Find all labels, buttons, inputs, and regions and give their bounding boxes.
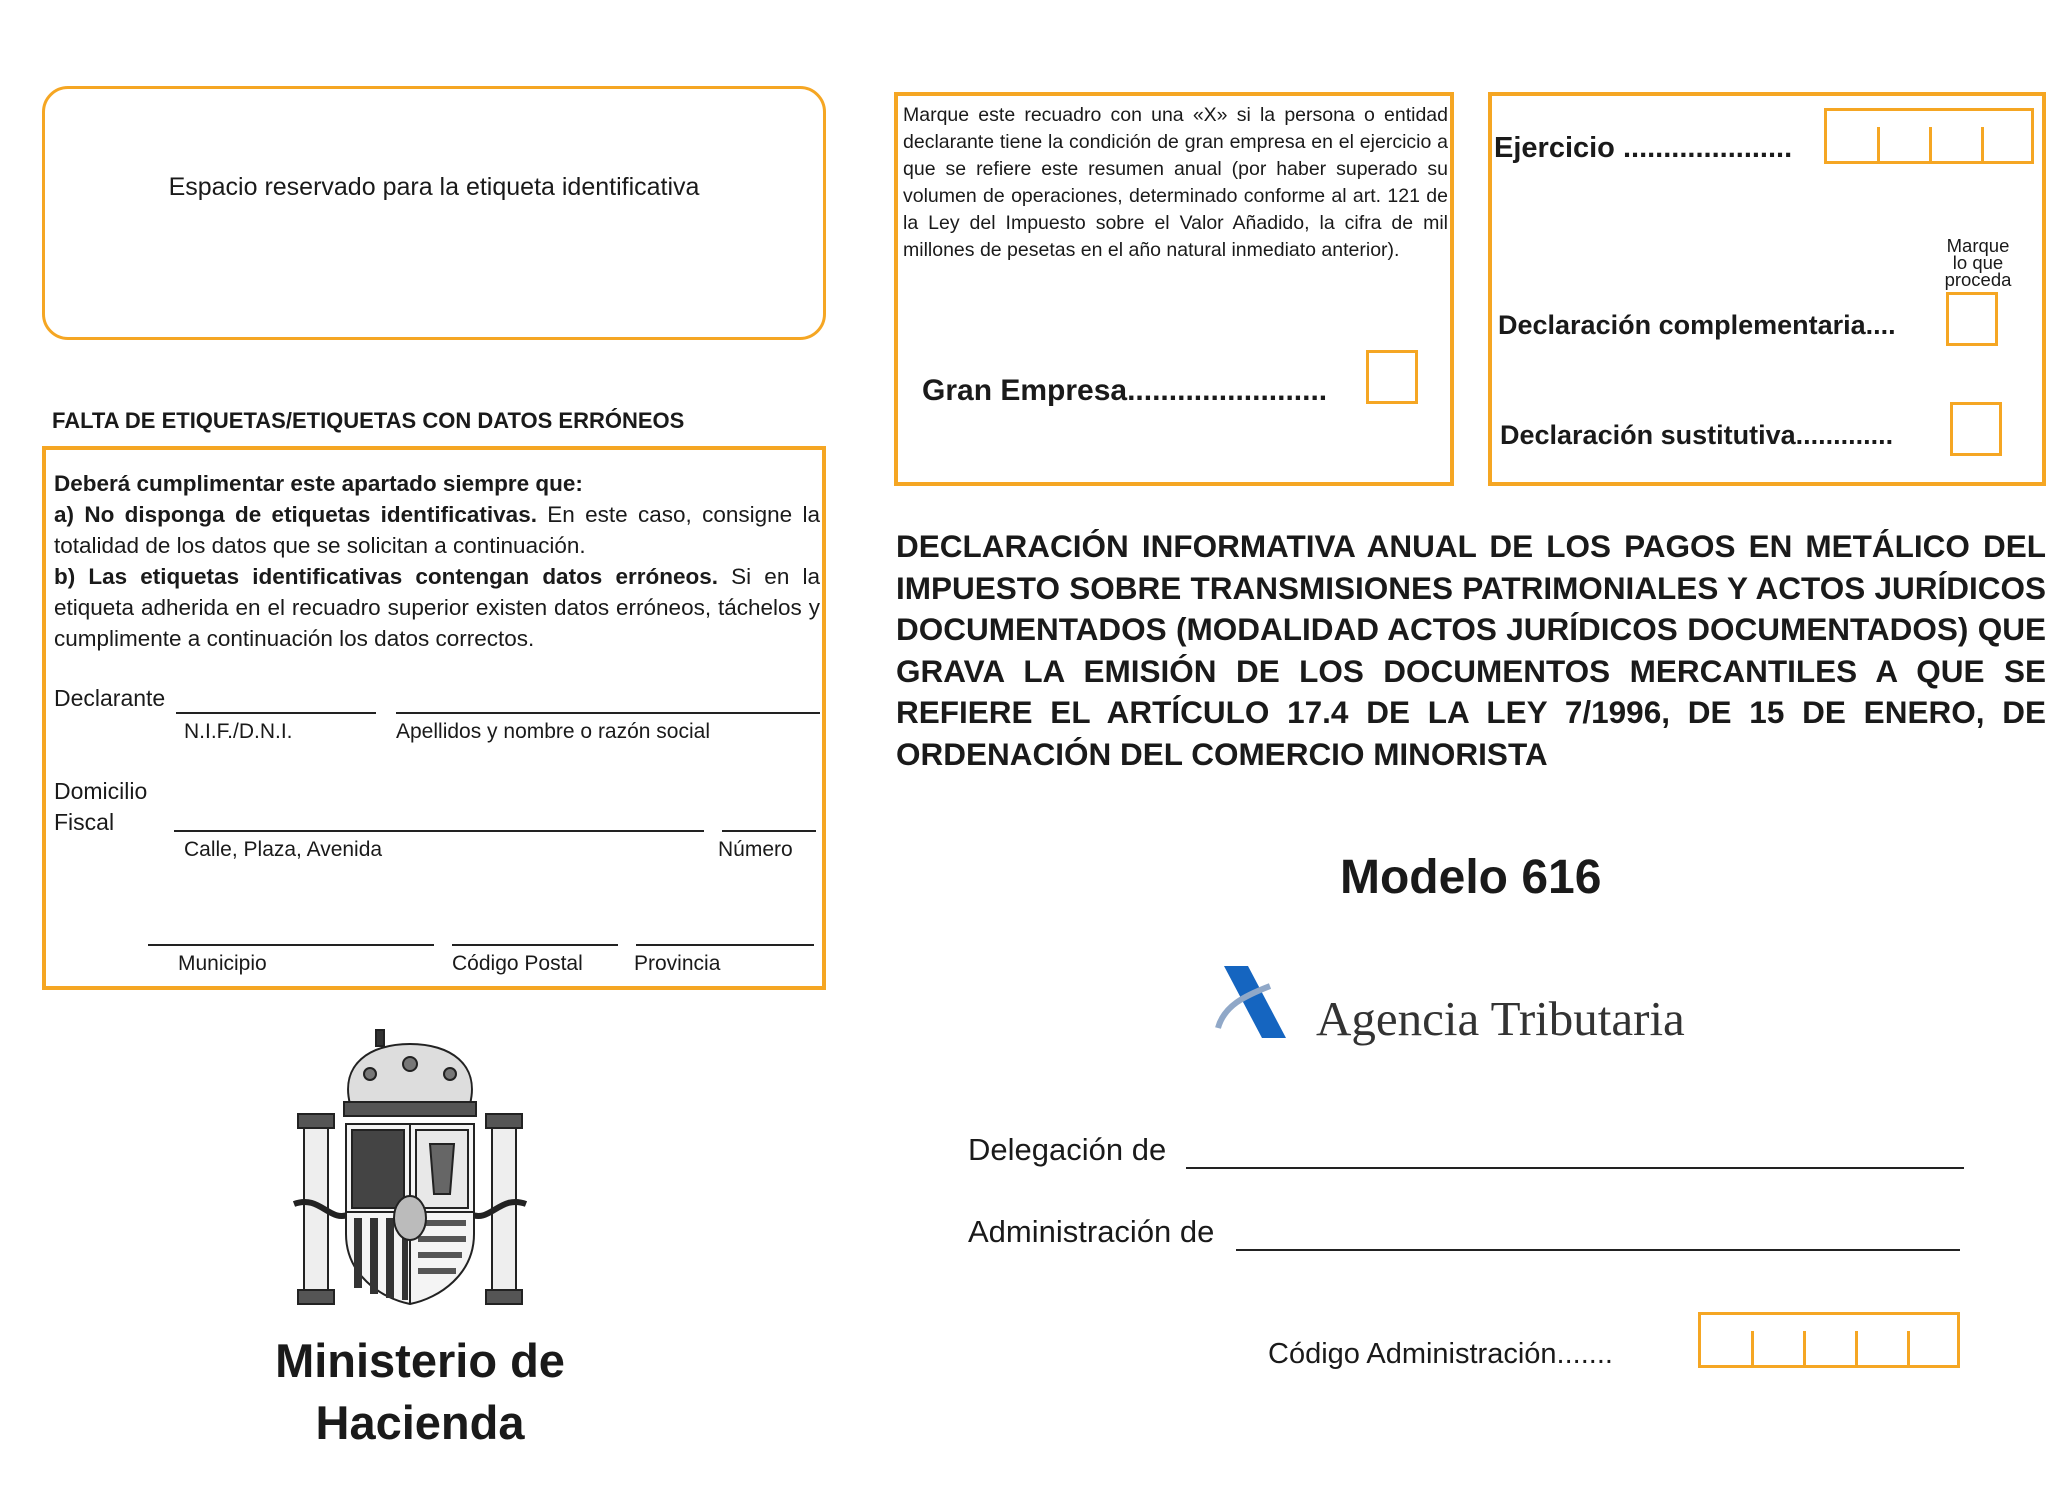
street-field[interactable] bbox=[174, 830, 704, 832]
administracion-field[interactable] bbox=[1236, 1249, 1960, 1251]
missing-labels-heading: FALTA DE ETIQUETAS/ETIQUETAS CON DATOS ERRÓNEOS bbox=[52, 408, 685, 433]
gran-empresa-text: Marque este recuadro con una «X» si la persona o entidad declarante tiene la condición de gran empresa en el ejercicio a que se refiere este resumen anual (por haber superado su volumen de operaciones, determinado conforme al art. 121 de la Ley del Impuesto sobre el Valor Añadido, la cifra de mil millones de pesetas en el año natural inmediato anterior). bbox=[903, 104, 1448, 261]
ejercicio-label: Ejercicio ..................... bbox=[1494, 132, 1793, 164]
complementaria-label: Declaración complementaria.... bbox=[1498, 310, 1896, 340]
codigo-digit-divider bbox=[1751, 1331, 1754, 1365]
agency-name bbox=[1316, 990, 1685, 1047]
declarante-label: Declarante bbox=[54, 685, 166, 711]
sustitutiva-checkbox[interactable] bbox=[1950, 402, 2002, 456]
ejercicio-year-input[interactable] bbox=[1824, 108, 2034, 164]
name-field[interactable] bbox=[396, 712, 820, 714]
year-digit-divider bbox=[1877, 127, 1880, 161]
marque-note bbox=[1932, 237, 2024, 288]
ministry-line-1: Ministerio de bbox=[275, 1334, 565, 1387]
codigo-input[interactable] bbox=[1698, 1312, 1960, 1368]
case-b-bold: b) Las etiquetas identificativas contengan datos erróneos. bbox=[54, 564, 719, 589]
case-b bbox=[54, 561, 820, 654]
delegacion-label: Delegación de bbox=[968, 1132, 1167, 1167]
provincia-label: Provincia bbox=[634, 952, 721, 975]
coat-of-arms-icon bbox=[290, 1024, 530, 1314]
postal-label: Código Postal bbox=[452, 952, 583, 975]
domicilio-label bbox=[54, 776, 147, 838]
codigo-digit-divider bbox=[1907, 1331, 1910, 1365]
gran-empresa-section bbox=[894, 92, 1454, 486]
marque-note-2: lo que bbox=[1952, 252, 2004, 273]
municipio-field[interactable] bbox=[148, 944, 434, 946]
modelo-title: Modelo 616 bbox=[1340, 851, 1602, 904]
complementaria-checkbox[interactable] bbox=[1946, 292, 1998, 346]
municipio-label: Municipio bbox=[178, 952, 267, 975]
sustitutiva-label: Declaración sustitutiva............. bbox=[1500, 420, 1894, 450]
delegacion-field[interactable] bbox=[1186, 1167, 1964, 1169]
case-a bbox=[54, 499, 820, 561]
gran-empresa-checkbox[interactable] bbox=[1366, 350, 1418, 404]
codigo-digit-divider bbox=[1855, 1331, 1858, 1365]
label-area-text: Espacio reservado para la etiqueta identificativa bbox=[168, 173, 700, 201]
ministry-line-2: Hacienda bbox=[315, 1396, 525, 1449]
agency-name-1: Agencia bbox=[1316, 991, 1480, 1046]
street-label: Calle, Plaza, Avenida bbox=[184, 838, 383, 861]
marque-note-1: Marque bbox=[1946, 235, 2010, 256]
declaration-title: DECLARACIÓN INFORMATIVA ANUAL DE LOS PAGOS EN METÁLICO DEL IMPUESTO SOBRE TRANSMISIONES PATRIMONIALES Y ACTOS JURÍDICOS DOCUMENTADOS (MODALIDAD ACTOS JURÍDICOS DOCUMENTADOS) QUE GRAVA LA EMISIÓN DE LOS DOCUMENTOS MERCANTILES A QUE SE REFIERE EL ARTÍCULO 17.4 DE LA LEY 7/1996, DE 15 DE ENERO, DE ORDENACIÓN DEL COMERCIO MINORISTA bbox=[896, 528, 2046, 772]
ejercicio-section bbox=[1488, 92, 2046, 486]
case-b-text: Si en la etiqueta adherida en el recuadro superior existen datos erróneos, táchelos y cumplimente a continuación los datos correctos. bbox=[54, 564, 820, 651]
agencia-tributaria-logo-icon bbox=[1214, 966, 1288, 1040]
provincia-field[interactable] bbox=[636, 944, 814, 946]
coat-of-arms-drawing bbox=[294, 1030, 526, 1304]
missing-labels-instructions bbox=[54, 468, 820, 654]
administracion-label: Administración de bbox=[968, 1214, 1215, 1249]
postal-field[interactable] bbox=[452, 944, 618, 946]
number-label: Número bbox=[718, 838, 793, 861]
codigo-digit-divider bbox=[1803, 1331, 1806, 1365]
agency-name-2: Tributaria bbox=[1490, 991, 1685, 1046]
case-a-text: En este caso, consigne la totalidad de los datos que se solicitan a continuación. bbox=[54, 502, 820, 558]
year-digit-divider bbox=[1981, 127, 1984, 161]
year-digit-divider bbox=[1929, 127, 1932, 161]
domicilio-label-2: Fiscal bbox=[54, 809, 115, 835]
gran-empresa-label: Gran Empresa........................ bbox=[922, 374, 1328, 407]
missing-labels-section bbox=[42, 446, 826, 990]
name-label: Apellidos y nombre o razón social bbox=[396, 720, 710, 743]
label-area bbox=[42, 86, 826, 340]
codigo-label: Código Administración....... bbox=[1268, 1338, 1613, 1370]
marque-note-3: proceda bbox=[1944, 269, 2012, 290]
case-a-bold: a) No disponga de etiquetas identificativas. bbox=[54, 502, 537, 527]
domicilio-label-1: Domicilio bbox=[54, 778, 148, 804]
missing-labels-intro: Deberá cumplimentar este apartado siempre que: bbox=[54, 471, 583, 496]
nif-field[interactable] bbox=[176, 712, 376, 714]
number-field[interactable] bbox=[722, 830, 816, 832]
nif-label: N.I.F./D.N.I. bbox=[184, 720, 293, 743]
ministry-name bbox=[230, 1330, 610, 1454]
